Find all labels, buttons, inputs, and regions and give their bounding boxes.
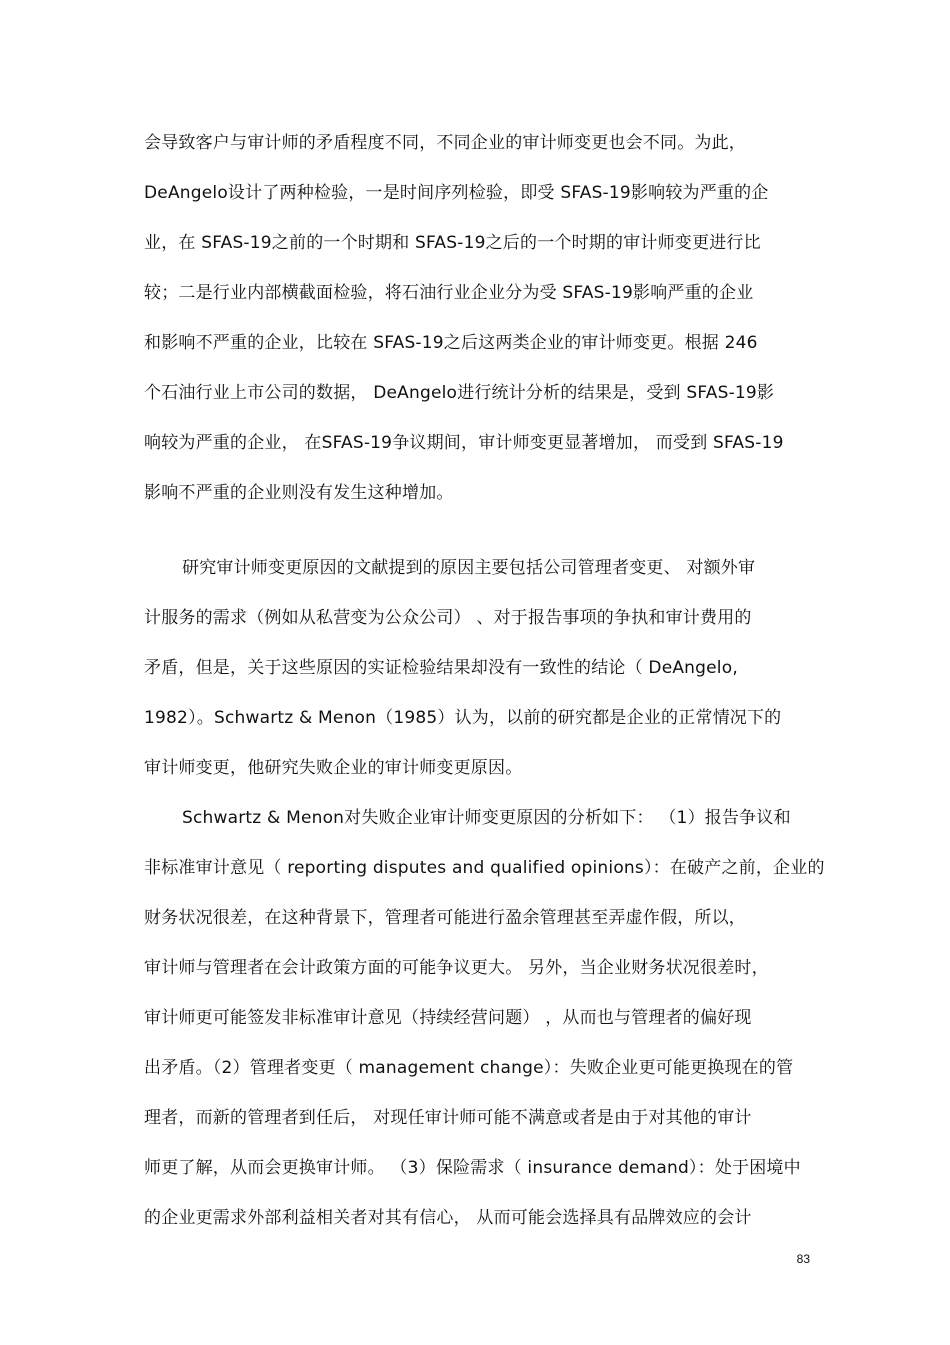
paragraph-3-line-7: 理者，而新的管理者到任后， 对现任审计师可能不满意或者是由于对其他的审计 bbox=[144, 1108, 752, 1128]
paragraph-2-line-1: 研究审计师变更原因的文献提到的原因主要包括公司管理者变更、 对额外审 bbox=[182, 558, 756, 578]
paragraph-2-line-4: 1982）。Schwartz & Menon（1985）认为，以前的研究都是企业的正常情况下的 bbox=[144, 708, 782, 728]
paragraph-2-line-3: 矛盾，但是，关于这些原因的实证检验结果却没有一致性的结论（ DeAngelo, bbox=[144, 658, 738, 678]
paragraph-3-line-6: 出矛盾。（2）管理者变更（ management change）：失败企业更可能更换现在的管 bbox=[144, 1058, 794, 1078]
paragraph-1-line-3: 业，在 SFAS-19之前的一个时期和 SFAS-19之后的一个时期的审计师变更进行比 bbox=[144, 233, 761, 253]
paragraph-2-line-5: 审计师变更，他研究失败企业的审计师变更原因。 bbox=[144, 758, 523, 778]
paragraph-1-line-7: 响较为严重的企业， 在SFAS-19争议期间，审计师变更显著增加， 而受到 SFAS-19 bbox=[144, 433, 784, 453]
paragraph-3-line-9: 的企业更需求外部利益相关者对其有信心， 从而可能会选择具有品牌效应的会计 bbox=[144, 1208, 752, 1228]
paragraph-3-line-3: 财务状况很差，在这种背景下，管理者可能进行盈余管理甚至弄虚作假，所以， bbox=[144, 908, 746, 928]
paragraph-1-line-5: 和影响不严重的企业，比较在 SFAS-19之后这两类企业的审计师变更。根据 246 bbox=[144, 333, 758, 353]
paragraph-1-line-6: 个石油行业上市公司的数据， DeAngelo进行统计分析的结果是，受到 SFAS-19影 bbox=[144, 383, 775, 403]
paragraph-1-line-4: 较；二是行业内部横截面检验，将石油行业企业分为受 SFAS-19影响严重的企业 bbox=[144, 283, 754, 303]
page-number: 83 bbox=[796, 1252, 810, 1266]
paragraph-1-line-1: 会导致客户与审计师的矛盾程度不同，不同企业的审计师变更也会不同。为此， bbox=[144, 133, 746, 153]
paragraph-2-line-2: 计服务的需求（例如从私营变为公众公司） 、对于报告事项的争执和审计费用的 bbox=[144, 608, 752, 628]
paragraph-1-line-8: 影响不严重的企业则没有发生这种增加。 bbox=[144, 483, 454, 503]
paragraph-1-line-2: DeAngelo设计了两种检验，一是时间序列检验，即受 SFAS-19影响较为严重的企 bbox=[144, 183, 769, 203]
paragraph-3-line-1: Schwartz & Menon对失败企业审计师变更原因的分析如下： （1）报告争议和 bbox=[182, 808, 791, 828]
paragraph-3-line-8: 师更了解，从而会更换审计师。 （3）保险需求（ insurance demand）：处于困境中 bbox=[144, 1158, 801, 1178]
paragraph-3-line-5: 审计师更可能签发非标准审计意见（持续经营问题） ，从而也与管理者的偏好现 bbox=[144, 1008, 752, 1028]
paragraph-3-line-2: 非标准审计意见（ reporting disputes and qualified opinions）：在破产之前，企业的 bbox=[144, 858, 825, 878]
paragraph-3-line-4: 审计师与管理者在会计政策方面的可能争议更大。 另外，当企业财务状况很差时， bbox=[144, 958, 769, 978]
